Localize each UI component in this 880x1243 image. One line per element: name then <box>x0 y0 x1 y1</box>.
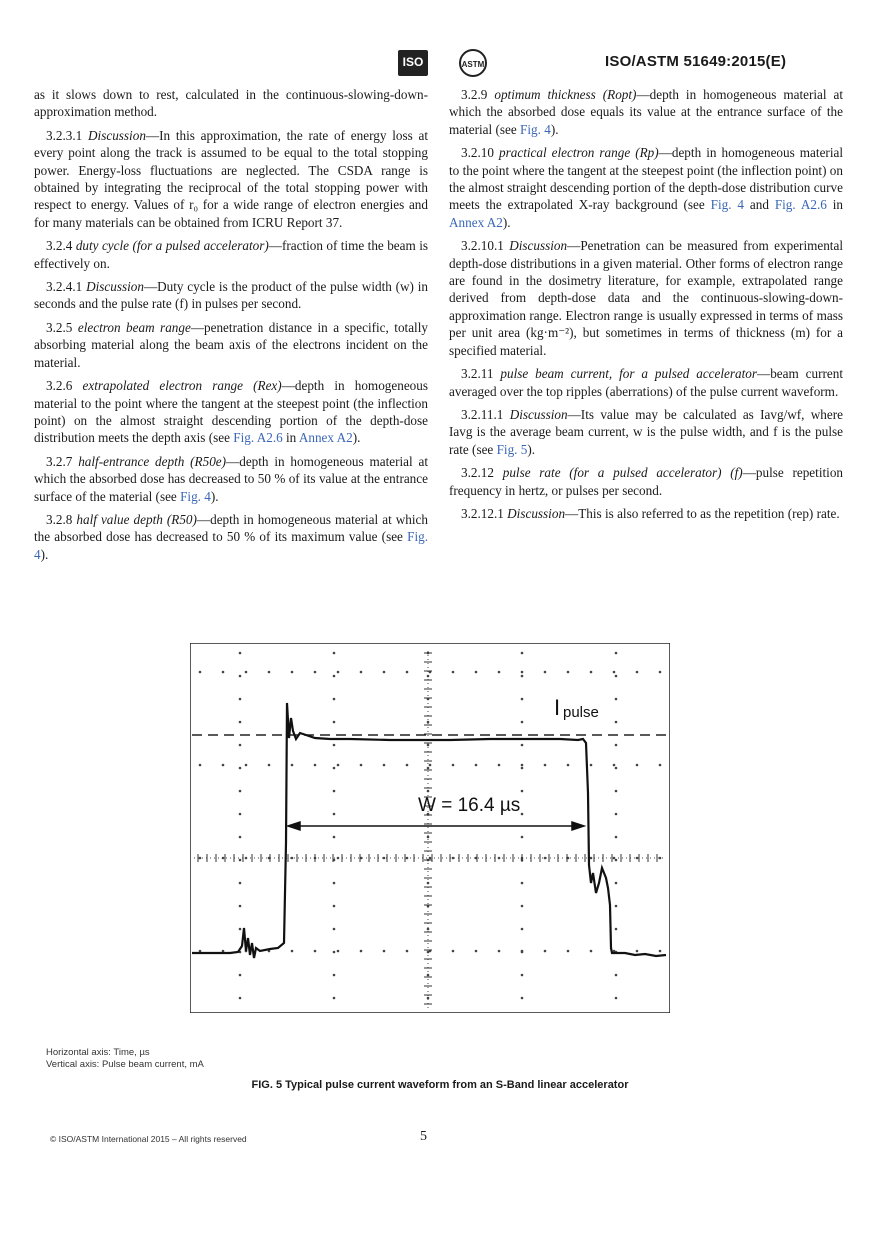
grid-dot <box>239 997 242 1000</box>
paragraph: 3.2.4.1 Discussion—Duty cycle is the product of the pulse width (w) in seconds and the pulse rate (f) in pulses per second. <box>34 279 429 312</box>
grid-dot <box>521 671 524 674</box>
grid-dot <box>636 857 639 860</box>
grid-dot <box>452 671 455 674</box>
grid-dot <box>615 652 618 655</box>
page-number: 5 <box>420 1129 427 1144</box>
grid-dot <box>521 767 524 770</box>
grid-dot <box>314 950 317 953</box>
paragraph: 3.2.10 practical electron range (Rp)—depth in homogeneous material to the point where the tangent at the steepest point (the inflection point) on the almost straight descending portion of the depth-dose distribution curve meets the extrapolated X-ray background (see Fig. 4 and Fig. A2.6 in Annex A2). <box>449 145 844 230</box>
grid-dot <box>333 744 336 747</box>
grid-dot <box>521 744 524 747</box>
grid-dot <box>360 950 363 953</box>
paragraph: 3.2.4 duty cycle (for a pulsed accelerator)—fraction of time the beam is effectively on. <box>34 238 428 271</box>
grid-dot <box>544 950 547 953</box>
grid-dot <box>521 997 524 1000</box>
grid-dot <box>475 764 478 767</box>
grid-dot <box>615 675 618 678</box>
grid-dot <box>239 675 242 678</box>
grid-dot <box>429 764 432 767</box>
grid-dot <box>521 698 524 701</box>
grid-dot <box>333 836 336 839</box>
grid-dot <box>613 671 616 674</box>
grid-dot <box>406 950 409 953</box>
grid-dot <box>590 950 593 953</box>
paragraph: 3.2.6 extrapolated electron range (Rex)—depth in homogeneous material to the point where the tangent at the steepest point (the inflection point) on the almost straight descending portion of the depth-dose distribution meets the depth axis (see Fig. A2.6 in Annex A2). <box>34 378 428 446</box>
grid-dot <box>615 698 618 701</box>
grid-dot <box>427 721 430 724</box>
grid-dot <box>544 671 547 674</box>
svg-text:ASTM: ASTM <box>461 60 485 69</box>
grid-dot <box>615 928 618 931</box>
grid-dot <box>199 764 202 767</box>
grid-dot <box>239 928 242 931</box>
grid-dot <box>222 764 225 767</box>
annex-link[interactable]: Annex A2 <box>449 214 503 230</box>
grid-dot <box>333 652 336 655</box>
grid-dot <box>239 882 242 885</box>
paragraph: 3.2.3.1 Discussion—In this approximation, the rate of energy loss at every point along the track is assumed to be equal to the total stopping power. Energy-loss fluctuations are neglected. The CSDA range is obtained by integrating the reciprocal of the total stopping power with respect to energy. Values of r₀ for a wide range of electron energies and for many materials can be obtained from ICRU Report 37. <box>34 127 428 230</box>
grid-dot <box>615 882 618 885</box>
grid-dot <box>337 671 340 674</box>
grid-dot <box>636 950 639 953</box>
paragraph: as it slows down to rest, calculated in the continuous-slowing-down-approximation method. <box>34 87 428 120</box>
grid-dot <box>333 675 336 678</box>
figure-caption: FIG. 5 Typical pulse current waveform from an S-Band linear accelerator <box>251 1079 629 1091</box>
paragraph: 3.2.8 half value depth (R50)—depth in homogeneous material at which the absorbed dose has decreased to 50 % of its maximum value (see Fig. 4). <box>34 511 428 562</box>
grid-dot <box>590 671 593 674</box>
paragraph: 3.2.10.1 Discussion—Penetration can be measured from experimental depth-dose distributions in a given material. Other forms of electron range are found in the dosimetry literature, for example, extrapolated range derived from depth-dose data and the continuous-slowing-down-approximation range. Electron range is usually expressed in terms of mass per unit area (kg·m⁻²), but sometimes in terms of thickness (m) for a specified material. <box>449 238 843 358</box>
horizontal-axis-label: Horizontal axis: Time, µs <box>46 1047 150 1058</box>
grid-dot <box>314 671 317 674</box>
grid-dot <box>659 764 662 767</box>
paragraph: 3.2.12 pulse rate (for a pulsed accelerator) (f)—pulse repetition frequency in hertz, or pulses per second. <box>449 465 844 498</box>
i-pulse-subscript: pulse <box>563 704 599 721</box>
grid-dot <box>383 857 386 860</box>
grid-dot <box>615 721 618 724</box>
grid-dot <box>239 813 242 816</box>
grid-dot <box>521 974 524 977</box>
grid-dot <box>567 764 570 767</box>
grid-dot <box>521 790 524 793</box>
vertical-axis-label: Vertical axis: Pulse beam current, mA <box>46 1059 204 1070</box>
grid-dot <box>333 997 336 1000</box>
figure-link[interactable]: Fig. A2.6 <box>774 197 827 213</box>
grid-dot <box>475 671 478 674</box>
grid-dot <box>521 721 524 724</box>
astm-logo <box>458 48 488 78</box>
grid-dot <box>427 997 430 1000</box>
i-pulse-label: I <box>554 695 561 720</box>
grid-dot <box>360 671 363 674</box>
paragraph: 3.2.5 electron beam range—penetration distance in a specific, totally absorbing material along the beam axis of the electrons incident on the material. <box>34 319 428 370</box>
grid-dot <box>383 764 386 767</box>
grid-dot <box>521 652 524 655</box>
grid-dot <box>333 974 336 977</box>
grid-dot <box>333 928 336 931</box>
grid-dot <box>406 764 409 767</box>
grid-dot <box>521 928 524 931</box>
grid-dot <box>245 764 248 767</box>
grid-dot <box>475 950 478 953</box>
grid-dot <box>333 905 336 908</box>
paragraph: 3.2.7 half-entrance depth (R50e)—depth in homogeneous material at which the absorbed dose has decreased to 50 % of its value at the entrance surface of the material (see Fig. 4). <box>34 453 428 504</box>
grid-dot <box>613 764 616 767</box>
figure-link[interactable]: Fig. 4 <box>520 121 551 137</box>
grid-dot <box>615 974 618 977</box>
grid-dot <box>615 836 618 839</box>
grid-dot <box>239 698 242 701</box>
oscilloscope-figure <box>190 643 670 1013</box>
pulse-width-label: W = 16.4 µs <box>418 795 521 816</box>
grid-dot <box>383 671 386 674</box>
grid-dot <box>498 671 501 674</box>
grid-dot <box>427 836 430 839</box>
grid-dot <box>636 764 639 767</box>
grid-dot <box>590 764 593 767</box>
grid-dot <box>333 790 336 793</box>
grid-dot <box>521 675 524 678</box>
grid-dot <box>333 813 336 816</box>
grid-dot <box>222 671 225 674</box>
grid-dot <box>333 721 336 724</box>
grid-dot <box>291 857 294 860</box>
grid-dot <box>615 767 618 770</box>
grid-dot <box>659 671 662 674</box>
grid-dot <box>427 928 430 931</box>
figure-link[interactable]: Fig. 4 <box>710 197 744 213</box>
grid-dot <box>199 857 202 860</box>
paragraph: 3.2.12.1 Discussion—This is also referred to as the repetition (rep) rate. <box>461 505 840 521</box>
left-column <box>34 86 428 569</box>
grid-dot <box>291 671 294 674</box>
grid-dot <box>333 882 336 885</box>
grid-dot <box>239 905 242 908</box>
grid-dot <box>615 744 618 747</box>
grid-dot <box>383 950 386 953</box>
grid-dot <box>427 744 430 747</box>
figure-link[interactable]: Fig. A2.6 <box>233 430 283 446</box>
page-header <box>0 42 880 82</box>
grid-dot <box>291 764 294 767</box>
grid-dot <box>544 857 547 860</box>
grid-dot <box>239 836 242 839</box>
grid-dot <box>239 767 242 770</box>
grid-dot <box>659 950 662 953</box>
figure-link[interactable]: Fig. 5 <box>496 441 528 457</box>
grid-dot <box>544 764 547 767</box>
right-column <box>449 86 843 528</box>
grid-dot <box>521 951 524 954</box>
grid-dot <box>268 671 271 674</box>
grid-dot <box>498 950 501 953</box>
document-id: ISO/ASTM 51649:2015(E) <box>605 53 787 70</box>
grid-dot <box>615 859 618 862</box>
grid-dot <box>452 764 455 767</box>
grid-dot <box>333 698 336 701</box>
grid-dot <box>314 764 317 767</box>
grid-dot <box>636 671 639 674</box>
grid-dot <box>521 882 524 885</box>
grid-dot <box>521 905 524 908</box>
grid-dot <box>333 767 336 770</box>
grid-dot <box>521 813 524 816</box>
grid-dot <box>498 764 501 767</box>
grid-dot <box>567 671 570 674</box>
grid-dot <box>521 764 524 767</box>
grid-dot <box>615 997 618 1000</box>
grid-dot <box>406 671 409 674</box>
grid-dot <box>239 790 242 793</box>
grid-dot <box>567 950 570 953</box>
grid-dot <box>337 950 340 953</box>
grid-dot <box>615 905 618 908</box>
figure-link[interactable]: Fig. 4 <box>34 529 428 562</box>
grid-dot <box>360 764 363 767</box>
paragraph: 3.2.11.1 Discussion—Its value may be calculated as Iavg/wf, where Iavg is the average beam current, w is the pulse width, and f is the pulse rate (see Fig. 5). <box>449 406 843 457</box>
grid-dot <box>333 951 336 954</box>
grid-dot <box>659 857 662 860</box>
waveform-plot <box>190 643 670 1013</box>
grid-dot <box>199 671 202 674</box>
copyright-footer: © ISO/ASTM International 2015 – All rights reserved <box>50 1134 247 1144</box>
grid-dot <box>239 721 242 724</box>
grid-dot <box>239 859 242 862</box>
grid-dot <box>452 857 455 860</box>
grid-dot <box>245 671 248 674</box>
grid-dot <box>239 974 242 977</box>
grid-dot <box>337 764 340 767</box>
iso-logo: ISO <box>398 50 428 76</box>
grid-dot <box>239 744 242 747</box>
grid-dot <box>615 813 618 816</box>
grid-dot <box>452 950 455 953</box>
grid-dot <box>268 764 271 767</box>
paragraph: 3.2.11 pulse beam current, for a pulsed accelerator—beam current averaged over the top ripples (aberrations) of the pulse current waveform. <box>449 366 844 399</box>
grid-dot <box>521 836 524 839</box>
annex-link[interactable]: Annex A2 <box>298 430 353 446</box>
paragraph: 3.2.9 optimum thickness (Ropt)—depth in homogeneous material at which the absorbed dose equals its value at the entrance surface of the material (see Fig. 4). <box>449 87 844 137</box>
grid-dot <box>291 950 294 953</box>
grid-dot <box>239 652 242 655</box>
figure-link[interactable]: Fig. 4 <box>180 488 211 504</box>
grid-dot <box>615 790 618 793</box>
